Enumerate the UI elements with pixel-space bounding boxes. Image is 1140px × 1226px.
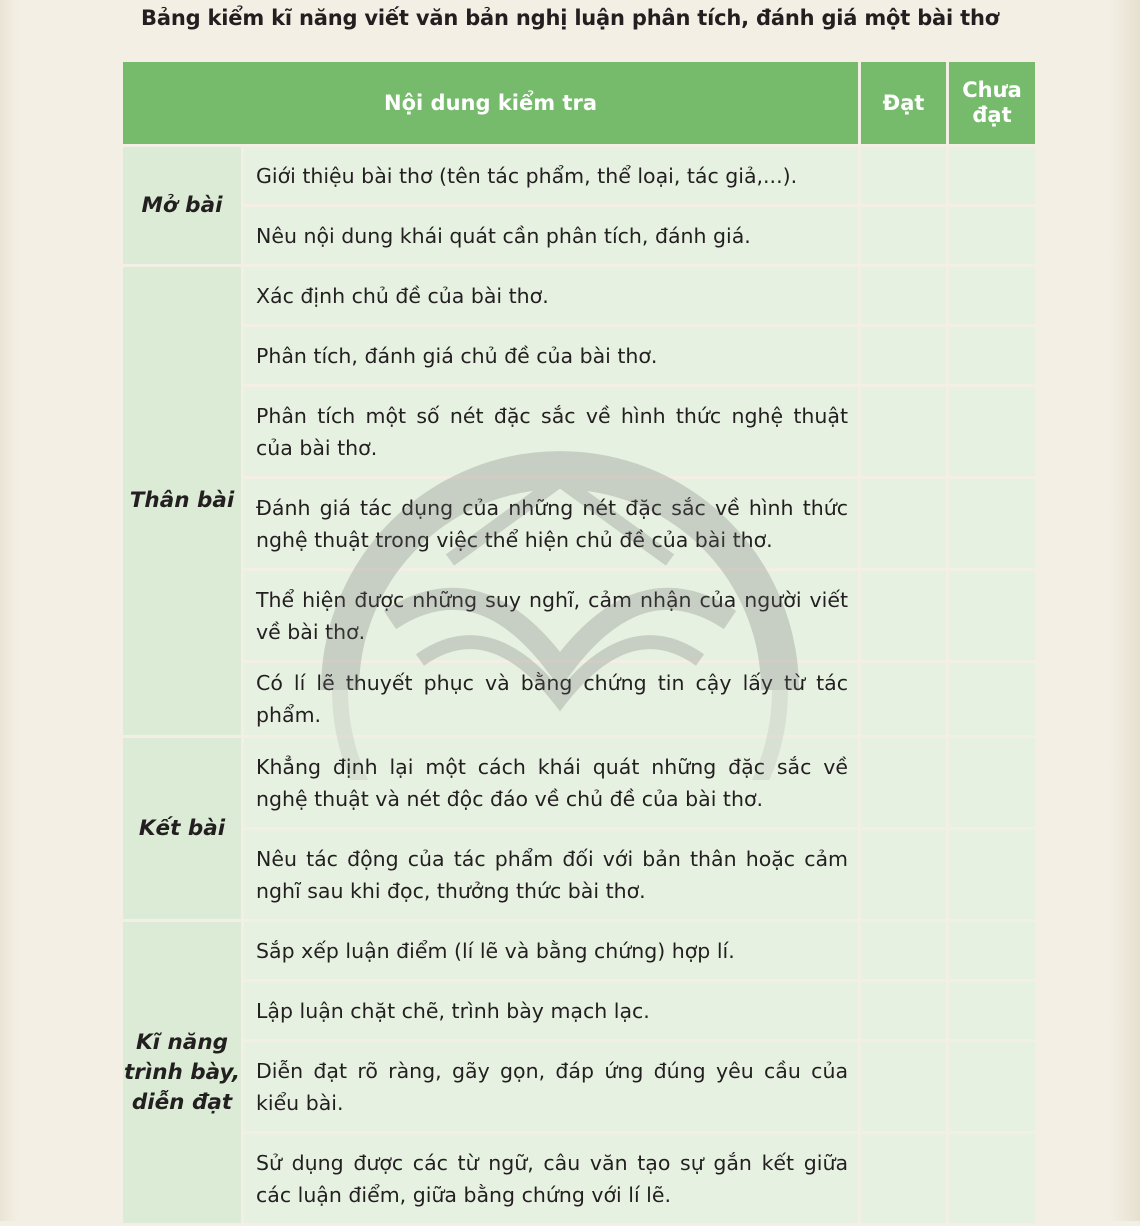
header-fail: [948, 61, 1037, 146]
header-content: Nội dung kiểm tra: [122, 61, 860, 146]
fail-cell[interactable]: [948, 981, 1037, 1041]
table-row: [122, 1133, 1037, 1225]
header-fail-line1: Chưa: [962, 78, 1022, 102]
criterion-text: Xác định chủ đề của bài thơ.: [243, 266, 860, 326]
table-row: [122, 829, 1037, 921]
fail-cell[interactable]: [948, 829, 1037, 921]
pass-cell[interactable]: [860, 1133, 948, 1225]
header-row: [122, 61, 1037, 146]
pass-cell[interactable]: [860, 478, 948, 570]
pass-cell[interactable]: [860, 386, 948, 478]
group-label-line: Kĩ năng: [135, 1029, 229, 1055]
pass-cell[interactable]: [860, 662, 948, 737]
fail-cell[interactable]: [948, 1041, 1037, 1133]
header-pass: Đạt: [860, 61, 948, 146]
pass-cell[interactable]: [860, 206, 948, 266]
fail-cell[interactable]: [948, 737, 1037, 829]
pass-cell[interactable]: [860, 146, 948, 206]
pass-cell[interactable]: [860, 981, 948, 1041]
criterion-text: Sắp xếp luận điểm (lí lẽ và bằng chứng) hợp lí.: [243, 921, 860, 981]
group-label-mo-bai: Mở bài: [122, 146, 243, 266]
criterion-text: Diễn đạt rõ ràng, gãy gọn, đáp ứng đúng yêu cầu của kiểu bài.: [243, 1041, 860, 1133]
fail-cell[interactable]: [948, 662, 1037, 737]
group-label-than-bai: Thân bài: [122, 266, 243, 737]
criterion-text: Sử dụng được các từ ngữ, câu văn tạo sự gắn kết giữa các luận điểm, giữa bằng chứng với lí lẽ.: [243, 1133, 860, 1225]
criterion-text: Nêu tác động của tác phẩm đối với bản thân hoặc cảm nghĩ sau khi đọc, thưởng thức bài thơ.: [243, 829, 860, 921]
group-label-line: trình bày,: [123, 1059, 241, 1085]
fail-cell[interactable]: [948, 206, 1037, 266]
table-row: [122, 146, 1037, 206]
criterion-text: Giới thiệu bài thơ (tên tác phẩm, thể loại, tác giả,...).: [243, 146, 860, 206]
criterion-text: Đánh giá tác dụng của những nét đặc sắc về hình thức nghệ thuật trong việc thể hiện chủ đề của bài thơ.: [243, 478, 860, 570]
criterion-text: Lập luận chặt chẽ, trình bày mạch lạc.: [243, 981, 860, 1041]
fail-cell[interactable]: [948, 146, 1037, 206]
criterion-text: Phân tích, đánh giá chủ đề của bài thơ.: [243, 326, 860, 386]
group-label-line: diễn đạt: [131, 1089, 233, 1115]
criterion-text: Thể hiện được những suy nghĩ, cảm nhận của người viết về bài thơ.: [243, 570, 860, 662]
header-fail-line2: đạt: [972, 103, 1012, 127]
table-row: [122, 570, 1037, 662]
table-row: [122, 206, 1037, 266]
pass-cell[interactable]: [860, 1041, 948, 1133]
table-row: [122, 737, 1037, 829]
table-row: [122, 326, 1037, 386]
fail-cell[interactable]: [948, 921, 1037, 981]
table-row: [122, 386, 1037, 478]
pass-cell[interactable]: [860, 570, 948, 662]
table-row: [122, 266, 1037, 326]
group-label-ket-bai: Kết bài: [122, 737, 243, 921]
group-label-ki-nang: [122, 921, 243, 1225]
checklist-table: [120, 59, 1038, 1226]
criterion-text: Khẳng định lại một cách khái quát những đặc sắc về nghệ thuật và nét độc đáo về chủ đề của bài thơ.: [243, 737, 860, 829]
fail-cell[interactable]: [948, 266, 1037, 326]
pass-cell[interactable]: [860, 829, 948, 921]
page-title: Bảng kiểm kĩ năng viết văn bản nghị luận phân tích, đánh giá một bài thơ: [141, 6, 999, 30]
pass-cell[interactable]: [860, 326, 948, 386]
page-edge-left: [0, 0, 18, 1221]
fail-cell[interactable]: [948, 386, 1037, 478]
criterion-text: Nêu nội dung khái quát cần phân tích, đánh giá.: [243, 206, 860, 266]
table-row: [122, 1041, 1037, 1133]
pass-cell[interactable]: [860, 921, 948, 981]
fail-cell[interactable]: [948, 1133, 1037, 1225]
pass-cell[interactable]: [860, 737, 948, 829]
pass-cell[interactable]: [860, 266, 948, 326]
table-row: [122, 921, 1037, 981]
fail-cell[interactable]: [948, 478, 1037, 570]
fail-cell[interactable]: [948, 326, 1037, 386]
page-edge-right: [1110, 0, 1140, 1221]
criterion-text: Phân tích một số nét đặc sắc về hình thức nghệ thuật của bài thơ.: [243, 386, 860, 478]
table-row: [122, 662, 1037, 737]
fail-cell[interactable]: [948, 570, 1037, 662]
criterion-text: Có lí lẽ thuyết phục và bằng chứng tin cậy lấy từ tác phẩm.: [243, 662, 860, 737]
table-row: [122, 478, 1037, 570]
table-row: [122, 981, 1037, 1041]
